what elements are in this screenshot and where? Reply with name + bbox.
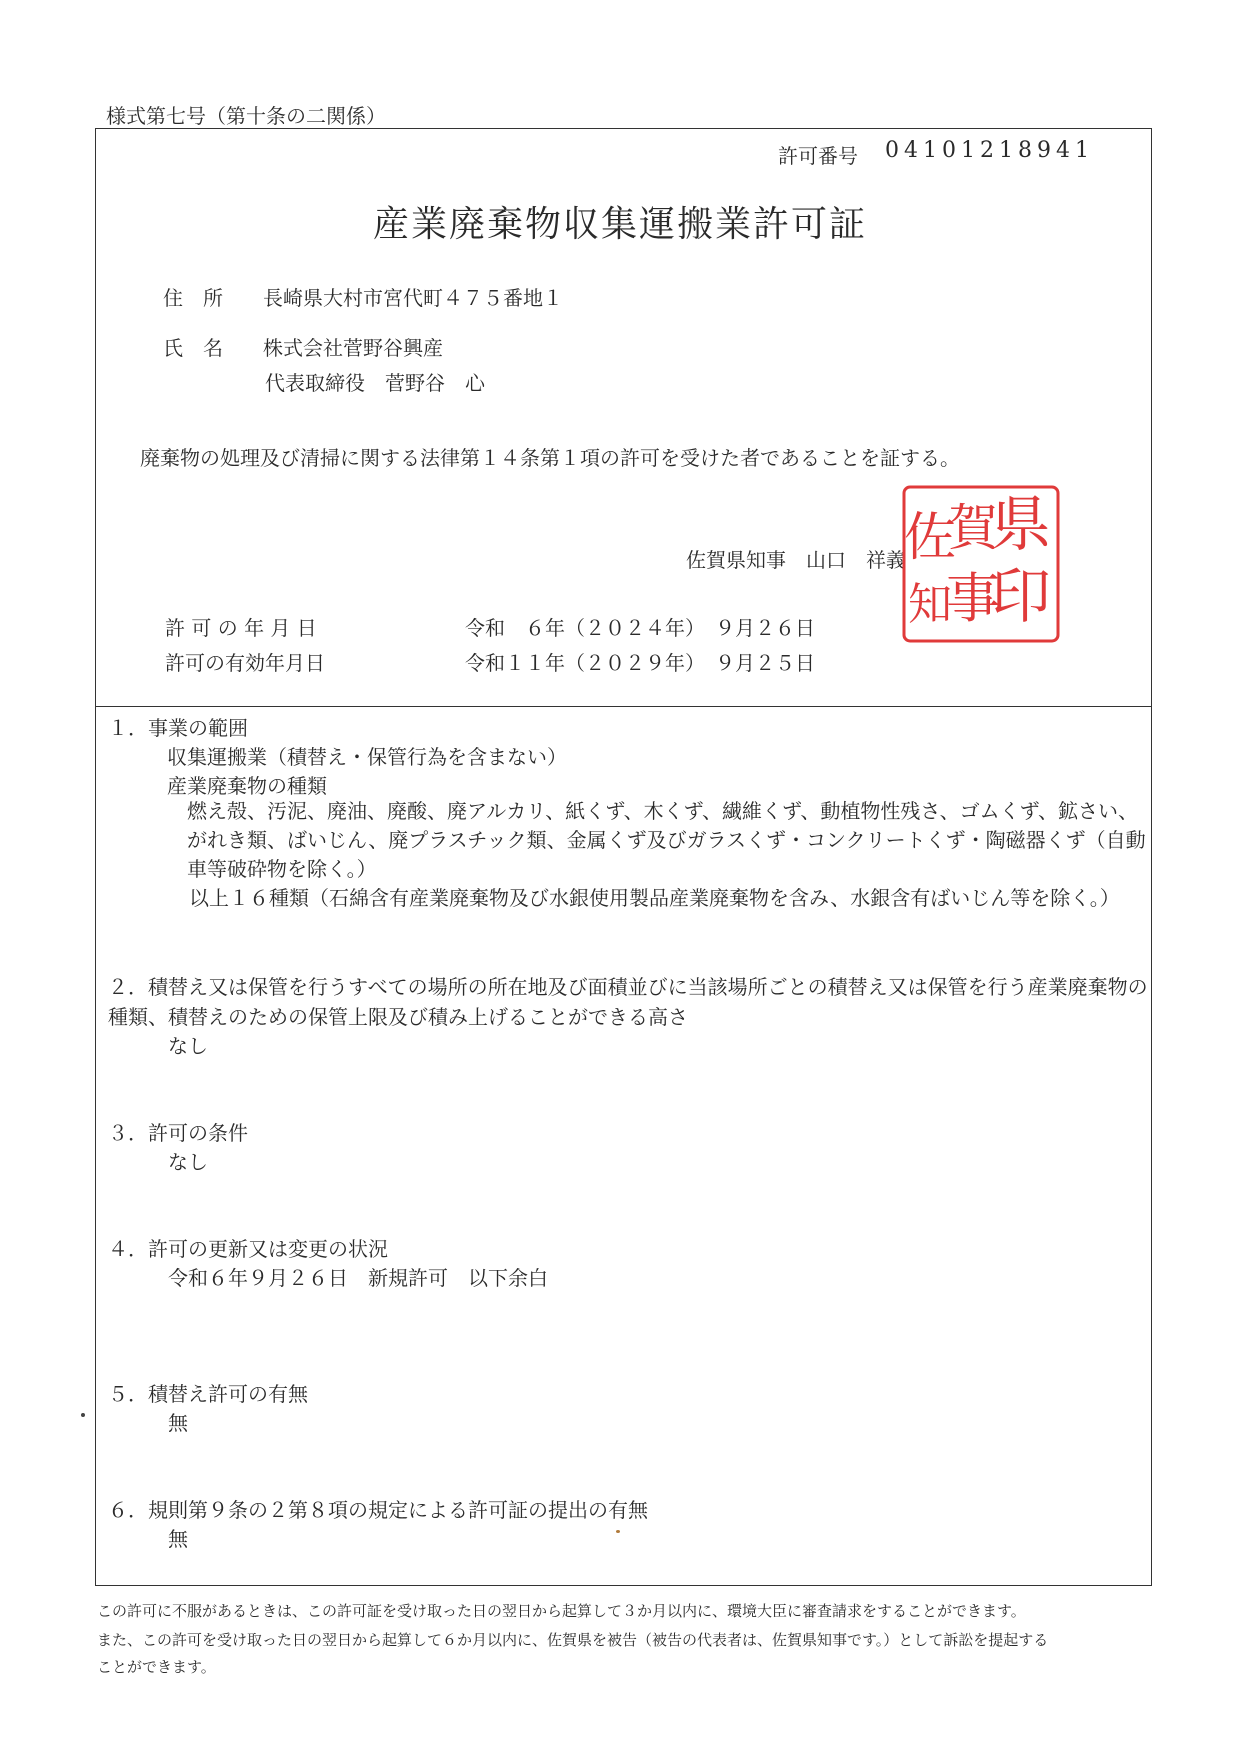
footer-lawsuit-notice: また、この許可を受け取った日の翌日から起算して６か月以内に、佐賀県を被告（被告の代表者は、佐賀県知事です。）として訴訟を提起する [97,1631,1049,1649]
section-2-heading: ２．積替え又は保管を行うすべての場所の所在地及び面積並びに当該場所ごとの積替え又は保管を行う産業廃棄物の種類、積替えのための保管上限及び積み上げることができる高さ [108,975,1148,1029]
governor-name: 佐賀県知事 山口 祥義 [686,548,906,572]
waste-types-summary: 以上１６種類（石綿含有産業廃棄物及び水銀使用製品産業廃棄物を含み、水銀含有ばいじん等を除く。） [189,886,1120,910]
permit-number-label: 許可番号 [778,144,858,168]
official-seal [900,483,1062,645]
seal-char-ken: 県 [991,490,1051,560]
waste-types-list: 燃え殻、汚泥、廃油、廃酸、廃アルカリ、紙くず、木くず、繊維くず、動植物性残さ、ゴムくず、鉱さい、がれき類、ばいじん、廃プラスチック類、金属くず及びガラスくず・コンクリートくず・陶磁器くず（自動車等破砕物を除く。） [187,799,1146,881]
section-divider [95,706,1152,707]
seal-char-sa: 佐 [903,508,957,568]
section-3-value: なし [168,1150,208,1174]
section-1-heading: １．事業の範囲 [108,716,248,740]
section-2-value: なし [168,1034,208,1058]
seal-char-in: 印 [991,562,1051,632]
expiry-date-value: 令和１１年（２０２９年） ９月２５日 [465,651,815,675]
section-4-value: 令和６年９月２６日 新規許可 以下余白 [168,1266,548,1290]
section-5-value: 無 [168,1411,188,1435]
expiry-date-label: 許可の有効年月日 [165,651,325,675]
section-3-heading: ３．許可の条件 [108,1121,248,1145]
name-label: 氏 名 [163,336,223,360]
section-4-heading: ４．許可の更新又は変更の状況 [108,1237,388,1261]
scan-speck [81,1413,85,1417]
seal-char-ji: 事 [946,567,1000,630]
address-value: 長崎県大村市宮代町４７５番地１ [263,286,563,310]
issue-date-label: 許 可 の 年 月 日 [165,616,317,640]
section-1-line1: 収集運搬業（積替え・保管行為を含まない） [167,745,567,769]
section-5-heading: ５．積替え許可の有無 [108,1382,308,1406]
representative-name: 代表取締役 菅野谷 心 [265,371,485,395]
seal-char-ga: 賀 [948,499,998,557]
form-label: 様式第七号（第十条の二関係） [106,104,386,128]
section-6-heading: ６．規則第９条の２第８項の規定による許可証の提出の有無 [108,1498,648,1522]
footer-lawsuit-notice-cont: ことができます。 [97,1658,216,1676]
section-6-value: 無 [168,1527,188,1551]
permit-number-value: 04101218941 [885,138,1094,163]
company-name: 株式会社菅野谷興産 [263,336,443,360]
issue-date-value: 令和 ６年（２０２４年） ９月２６日 [465,616,815,640]
address-label: 住 所 [163,286,223,310]
scan-speck [616,1530,620,1533]
section-1-line2: 産業廃棄物の種類 [167,774,327,798]
certification-statement: 廃棄物の処理及び清掃に関する法律第１４条第１項の許可を受けた者であることを証する。 [140,446,960,470]
footer-appeal-notice: この許可に不服があるときは、この許可証を受け取った日の翌日から起算して３か月以内に、環境大臣に審査請求をすることができます。 [97,1602,1026,1620]
seal-char-chi: 知 [908,579,952,630]
certificate-title: 産業廃棄物収集運搬業許可証 [372,204,867,245]
